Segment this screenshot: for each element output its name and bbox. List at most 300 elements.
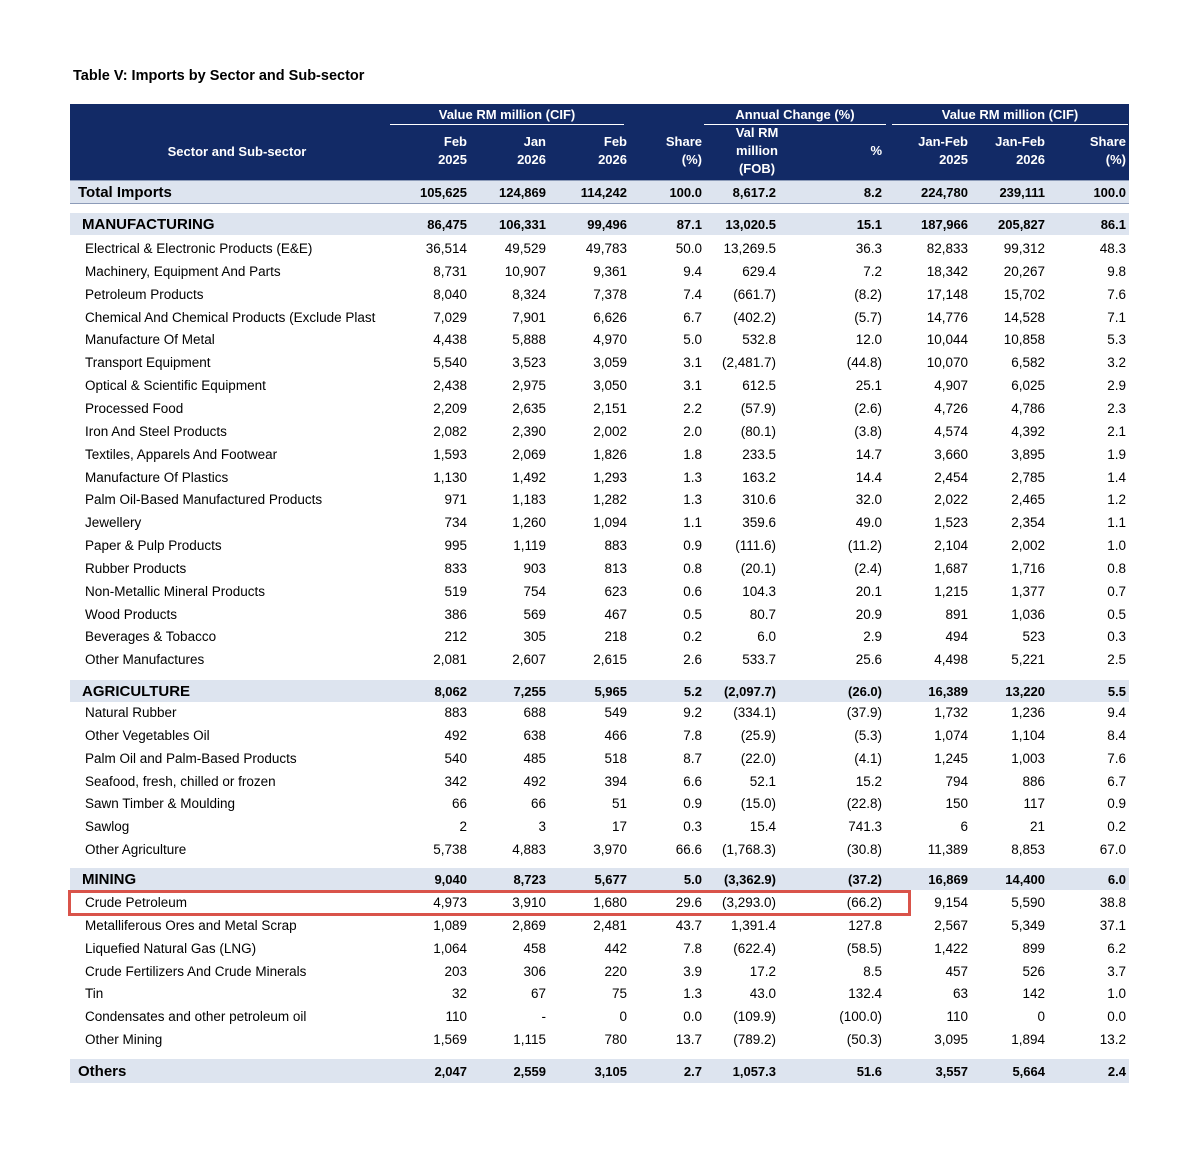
cell-feb-2025: 86,475	[427, 217, 467, 232]
cell-share-ytd: 3.2	[1107, 355, 1126, 370]
cell-pct: (37.2)	[848, 872, 882, 887]
cell-jan-2026: 2,607	[512, 652, 546, 667]
cell-feb-2025: 203	[444, 964, 467, 979]
others-row	[70, 1060, 1129, 1083]
cell-val-rm-million-fob: 310.6	[742, 492, 776, 507]
cell-share-ytd: 1.0	[1107, 986, 1126, 1001]
total-imports-row	[70, 181, 1129, 204]
cell-val-rm-million-fob: 629.4	[742, 264, 776, 279]
cell-val-rm-million-fob: (80.1)	[740, 424, 776, 439]
cell-jan-2026: 106,331	[499, 217, 546, 232]
cell-val-rm-million-fob: (22.0)	[740, 751, 776, 766]
cell-feb-2026: 3,105	[594, 1064, 627, 1079]
cell-jan-feb-2026: 5,664	[1012, 1064, 1045, 1079]
cell-jan-2026: 49,529	[504, 241, 546, 256]
cell-val-rm-million-fob: 1,391.4	[730, 918, 776, 933]
cell-jan-feb-2026: 886	[1022, 774, 1045, 789]
table-row	[70, 747, 1129, 770]
cell-pct: (100.0)	[839, 1009, 882, 1024]
cell-feb-2025: 5,540	[433, 355, 467, 370]
cell-jan-feb-2025: 9,154	[934, 895, 968, 910]
cell-val-rm-million-fob: (15.0)	[740, 796, 776, 811]
cell-share: 2.7	[683, 1064, 702, 1079]
cell-share: 1.3	[683, 986, 702, 1001]
cell-jan-2026: 569	[523, 607, 546, 622]
cell-jan-feb-2026: 1,716	[1011, 561, 1045, 576]
cell-share-ytd: 0.3	[1107, 629, 1126, 644]
cell-share: 13.7	[675, 1032, 702, 1047]
cell-jan-2026: 8,723	[513, 872, 546, 887]
cell-share: 0.6	[683, 584, 702, 599]
cell-feb-2025: 9,040	[434, 872, 467, 887]
cell-share-ytd: 8.4	[1107, 728, 1126, 743]
cell-share: 8.7	[683, 751, 702, 766]
cell-val-rm-million-fob: (334.1)	[733, 705, 776, 720]
cell-val-rm-million-fob: 532.8	[742, 332, 776, 347]
cell-feb-2025: 519	[444, 584, 467, 599]
cell-pct: 25.6	[855, 652, 882, 667]
cell-feb-2026: 17	[611, 819, 627, 834]
header-col-share: Share (%)	[665, 134, 702, 167]
cell-jan-feb-2025: 3,557	[935, 1064, 968, 1079]
header-col-feb-2026: Feb 2026	[598, 134, 627, 167]
cell-share: 29.6	[675, 895, 702, 910]
cell-jan-feb-2026: 1,003	[1011, 751, 1045, 766]
cell-feb-2026: 75	[611, 986, 627, 1001]
cell-feb-2026: 218	[604, 629, 627, 644]
cell-feb-2026: 2,151	[593, 401, 627, 416]
cell-feb-2026: 2,481	[593, 918, 627, 933]
cell-val-rm-million-fob: (661.7)	[733, 287, 776, 302]
header-group-annual-change: Annual Change (%)	[704, 106, 886, 125]
cell-share-ytd: 6.7	[1107, 774, 1126, 789]
cell-jan-feb-2025: 1,523	[934, 515, 968, 530]
table-row	[70, 534, 1129, 557]
cell-jan-feb-2025: 82,833	[926, 241, 968, 256]
cell-feb-2025: 8,040	[433, 287, 467, 302]
table-row	[70, 937, 1129, 960]
cell-jan-2026: -	[541, 1009, 546, 1024]
cell-pct: (37.9)	[846, 705, 882, 720]
cell-jan-feb-2026: 5,349	[1011, 918, 1045, 933]
cell-val-rm-million-fob: (622.4)	[733, 941, 776, 956]
cell-jan-2026: 1,115	[513, 1032, 546, 1047]
cell-share: 5.0	[683, 332, 702, 347]
cell-val-rm-million-fob: 13,020.5	[725, 217, 776, 232]
cell-feb-2026: 442	[604, 941, 627, 956]
table-title: Table V: Imports by Sector and Sub-sector	[73, 68, 365, 84]
cell-pct: 8.2	[863, 185, 882, 200]
cell-feb-2025: 1,593	[433, 447, 467, 462]
table-row	[70, 982, 1129, 1005]
cell-pct: 132.4	[848, 986, 882, 1001]
cell-jan-2026: 1,119	[513, 538, 546, 553]
cell-jan-feb-2026: 5,590	[1011, 895, 1045, 910]
cell-feb-2026: 549	[604, 705, 627, 720]
cell-jan-feb-2025: 4,907	[934, 378, 968, 393]
cell-jan-2026: 492	[523, 774, 546, 789]
table-row	[70, 724, 1129, 747]
table-row	[70, 466, 1129, 489]
cell-jan-feb-2025: 3,095	[934, 1032, 968, 1047]
cell-share: 9.4	[683, 264, 702, 279]
row-label: Petroleum Products	[85, 287, 204, 302]
cell-jan-feb-2026: 4,392	[1011, 424, 1045, 439]
cell-jan-feb-2026: 20,267	[1003, 264, 1045, 279]
cell-share-ytd: 2.5	[1107, 652, 1126, 667]
cell-share-ytd: 0.9	[1107, 796, 1126, 811]
row-label: Chemical And Chemical Products (Exclude Plast	[85, 310, 376, 325]
cell-val-rm-million-fob: 533.7	[742, 652, 776, 667]
cell-jan-feb-2025: 16,389	[928, 684, 968, 699]
cell-pct: 741.3	[848, 819, 882, 834]
cell-feb-2025: 5,738	[433, 842, 467, 857]
table-row	[70, 960, 1129, 983]
cell-pct: 15.2	[855, 774, 882, 789]
cell-pct: 127.8	[848, 918, 882, 933]
table-row	[70, 511, 1129, 534]
table-row	[70, 603, 1129, 626]
table-row	[70, 488, 1129, 511]
cell-pct: 36.3	[855, 241, 882, 256]
header-group-value-ytd: Value RM million (CIF)	[892, 106, 1128, 125]
cell-feb-2025: 105,625	[420, 185, 467, 200]
cell-jan-feb-2026: 1,036	[1011, 607, 1045, 622]
cell-pct: 2.9	[863, 629, 882, 644]
cell-pct: (2.6)	[854, 401, 882, 416]
cell-jan-feb-2026: 8,853	[1011, 842, 1045, 857]
cell-jan-feb-2026: 239,111	[999, 185, 1045, 200]
cell-jan-feb-2025: 16,869	[928, 872, 968, 887]
cell-val-rm-million-fob: 80.7	[749, 607, 776, 622]
cell-share: 100.0	[669, 185, 702, 200]
cell-share-ytd: 6.0	[1107, 872, 1126, 887]
cell-val-rm-million-fob: 52.1	[749, 774, 776, 789]
cell-feb-2025: 1,064	[433, 941, 467, 956]
cell-share: 3.1	[683, 355, 702, 370]
cell-feb-2025: 4,973	[433, 895, 467, 910]
cell-jan-feb-2025: 4,726	[934, 401, 968, 416]
cell-feb-2025: 212	[444, 629, 467, 644]
cell-share-ytd: 1.0	[1107, 538, 1126, 553]
cell-feb-2026: 3,059	[593, 355, 627, 370]
header-group-value-monthly: Value RM million (CIF)	[390, 106, 624, 125]
cell-feb-2025: 1,089	[433, 918, 467, 933]
table-row	[70, 283, 1129, 306]
cell-val-rm-million-fob: 233.5	[742, 447, 776, 462]
row-label: Wood Products	[85, 607, 178, 622]
cell-pct: (2.4)	[854, 561, 882, 576]
cell-jan-feb-2026: 21	[1029, 819, 1045, 834]
cell-pct: (4.1)	[854, 751, 882, 766]
cell-pct: (44.8)	[846, 355, 882, 370]
row-label: Manufacture Of Plastics	[85, 470, 229, 485]
cell-jan-feb-2026: 14,528	[1003, 310, 1045, 325]
cell-share-ytd: 0.5	[1107, 607, 1126, 622]
cell-feb-2026: 6,626	[593, 310, 627, 325]
cell-share-ytd: 48.3	[1099, 241, 1126, 256]
cell-share: 7.4	[683, 287, 702, 302]
highlight-box-crude-petroleum	[68, 890, 911, 916]
cell-share-ytd: 7.6	[1107, 287, 1126, 302]
cell-jan-feb-2026: 6,025	[1011, 378, 1045, 393]
cell-val-rm-million-fob: (1,768.3)	[721, 842, 776, 857]
cell-val-rm-million-fob: (25.9)	[740, 728, 776, 743]
cell-jan-2026: 458	[523, 941, 546, 956]
cell-jan-feb-2025: 3,660	[934, 447, 968, 462]
cell-jan-feb-2026: 2,785	[1011, 470, 1045, 485]
header-sector-and-sub-sector: Sector and Sub-sector	[167, 144, 307, 159]
cell-jan-feb-2025: 1,245	[934, 751, 968, 766]
cell-jan-feb-2025: 891	[945, 607, 968, 622]
cell-share: 5.2	[683, 684, 702, 699]
cell-feb-2026: 466	[604, 728, 627, 743]
cell-feb-2026: 114,242	[580, 185, 627, 200]
cell-share-ytd: 0.0	[1107, 1009, 1126, 1024]
cell-val-rm-million-fob: (3,362.9)	[723, 872, 776, 887]
cell-val-rm-million-fob: 359.6	[742, 515, 776, 530]
cell-jan-feb-2026: 6,582	[1011, 355, 1045, 370]
cell-feb-2026: 3,970	[593, 842, 627, 857]
cell-jan-feb-2025: 6	[960, 819, 968, 834]
cell-jan-feb-2025: 18,342	[926, 264, 968, 279]
cell-share-ytd: 1.2	[1107, 492, 1126, 507]
cell-share-ytd: 1.9	[1107, 447, 1126, 462]
cell-feb-2025: 8,062	[434, 684, 467, 699]
cell-feb-2025: 8,731	[433, 264, 467, 279]
cell-share-ytd: 38.8	[1099, 895, 1126, 910]
cell-jan-feb-2026: 4,786	[1011, 401, 1045, 416]
cell-val-rm-million-fob: (57.9)	[740, 401, 776, 416]
table-row	[70, 351, 1129, 374]
cell-jan-2026: 4,883	[512, 842, 546, 857]
table-row	[70, 1005, 1129, 1028]
cell-jan-2026: 2,635	[512, 401, 546, 416]
cell-pct: (26.0)	[848, 684, 882, 699]
cell-feb-2026: 883	[604, 538, 627, 553]
table-row	[70, 580, 1129, 603]
cell-pct: (5.7)	[854, 310, 882, 325]
row-label: Natural Rubber	[85, 705, 177, 720]
cell-val-rm-million-fob: 6.0	[757, 629, 776, 644]
row-label: Jewellery	[85, 515, 142, 530]
cell-jan-feb-2026: 10,858	[1003, 332, 1045, 347]
cell-jan-feb-2026: 117	[1023, 796, 1045, 811]
cell-val-rm-million-fob: 43.0	[749, 986, 776, 1001]
cell-share-ytd: 0.7	[1107, 584, 1126, 599]
cell-pct: 14.4	[855, 470, 882, 485]
cell-pct: (30.8)	[846, 842, 882, 857]
cell-pct: 32.0	[855, 492, 882, 507]
cell-feb-2025: 971	[444, 492, 467, 507]
row-label: Electrical & Electronic Products (E&E)	[85, 241, 313, 256]
cell-jan-feb-2025: 1,422	[934, 941, 968, 956]
cell-share-ytd: 2.3	[1107, 401, 1126, 416]
row-label: Palm Oil-Based Manufactured Products	[85, 492, 323, 507]
cell-jan-feb-2026: 205,827	[998, 217, 1045, 232]
cell-feb-2026: 394	[604, 774, 627, 789]
cell-share-ytd: 37.1	[1099, 918, 1126, 933]
cell-jan-feb-2026: 899	[1022, 941, 1045, 956]
cell-pct: (58.5)	[846, 941, 882, 956]
cell-jan-feb-2025: 1,215	[934, 584, 968, 599]
cell-feb-2026: 3,050	[593, 378, 627, 393]
cell-jan-feb-2025: 10,070	[926, 355, 968, 370]
cell-share-ytd: 9.4	[1107, 705, 1126, 720]
cell-share: 0.9	[683, 796, 702, 811]
cell-share: 66.6	[675, 842, 702, 857]
cell-jan-2026: 7,255	[513, 684, 546, 699]
cell-pct: 20.9	[855, 607, 882, 622]
table-row	[70, 701, 1129, 724]
row-label: Optical & Scientific Equipment	[85, 378, 266, 393]
cell-jan-feb-2025: 2,567	[934, 918, 968, 933]
cell-jan-2026: 2,559	[513, 1064, 546, 1079]
cell-feb-2026: 9,361	[593, 264, 627, 279]
cell-jan-feb-2026: 99,312	[1003, 241, 1045, 256]
cell-val-rm-million-fob: 163.2	[742, 470, 776, 485]
row-label: Other Mining	[85, 1032, 163, 1047]
cell-feb-2025: 1,569	[433, 1032, 467, 1047]
cell-jan-feb-2026: 2,002	[1011, 538, 1045, 553]
cell-jan-feb-2025: 457	[945, 964, 968, 979]
cell-pct: 49.0	[855, 515, 882, 530]
cell-jan-2026: 66	[530, 796, 546, 811]
cell-val-rm-million-fob: (402.2)	[733, 310, 776, 325]
section-row-mining	[70, 868, 1129, 891]
cell-feb-2026: 518	[604, 751, 627, 766]
cell-feb-2026: 1,826	[593, 447, 627, 462]
cell-share-ytd: 0.8	[1107, 561, 1126, 576]
cell-feb-2025: 4,438	[433, 332, 467, 347]
table-row	[70, 914, 1129, 937]
row-label: Other Manufactures	[85, 652, 205, 667]
header-col-jan-feb-2026: Jan-Feb 2026	[995, 134, 1045, 167]
cell-jan-feb-2025: 794	[945, 774, 968, 789]
cell-jan-feb-2026: 1,236	[1011, 705, 1045, 720]
cell-jan-feb-2025: 1,687	[934, 561, 968, 576]
cell-feb-2025: 32	[451, 986, 467, 1001]
cell-val-rm-million-fob: (20.1)	[740, 561, 776, 576]
row-label: Other Vegetables Oil	[85, 728, 210, 743]
table-row	[70, 306, 1129, 329]
cell-jan-2026: 485	[523, 751, 546, 766]
cell-jan-feb-2025: 1,074	[934, 728, 968, 743]
cell-pct: 8.5	[863, 964, 882, 979]
table-row	[70, 237, 1129, 260]
row-label: Non-Metallic Mineral Products	[85, 584, 266, 599]
cell-feb-2026: 1,282	[593, 492, 627, 507]
row-label: Rubber Products	[85, 561, 187, 576]
cell-pct: 15.1	[856, 217, 882, 232]
table-row	[70, 770, 1129, 793]
cell-share-ytd: 67.0	[1099, 842, 1126, 857]
cell-jan-feb-2026: 142	[1022, 986, 1045, 1001]
cell-jan-2026: 1,183	[512, 492, 546, 507]
cell-val-rm-million-fob: (3,293.0)	[721, 895, 776, 910]
table-row	[70, 443, 1129, 466]
cell-feb-2026: 5,677	[594, 872, 627, 887]
cell-share: 3.9	[683, 964, 702, 979]
cell-share: 6.7	[683, 310, 702, 325]
section-row-agriculture	[70, 680, 1129, 703]
row-label: Paper & Pulp Products	[85, 538, 222, 553]
table-row	[70, 420, 1129, 443]
cell-feb-2025: 2	[459, 819, 467, 834]
cell-share-ytd: 3.7	[1107, 964, 1126, 979]
cell-share: 9.2	[683, 705, 702, 720]
row-label: Others	[78, 1063, 127, 1080]
cell-pct: 20.1	[855, 584, 882, 599]
cell-share-ytd: 2.4	[1107, 1064, 1126, 1079]
cell-feb-2026: 1,293	[593, 470, 627, 485]
header-col-pct: %	[870, 143, 882, 158]
cell-feb-2026: 2,615	[593, 652, 627, 667]
row-label: Metalliferous Ores and Metal Scrap	[85, 918, 297, 933]
cell-feb-2026: 467	[604, 607, 627, 622]
cell-pct: (11.2)	[847, 538, 882, 553]
cell-feb-2026: 2,002	[593, 424, 627, 439]
cell-feb-2026: 5,965	[594, 684, 627, 699]
cell-feb-2026: 99,496	[587, 217, 627, 232]
cell-jan-feb-2026: 5,221	[1011, 652, 1045, 667]
table-row	[70, 648, 1129, 671]
cell-jan-2026: 2,975	[512, 378, 546, 393]
cell-jan-feb-2026: 1,894	[1011, 1032, 1045, 1047]
cell-jan-feb-2025: 187,966	[921, 217, 968, 232]
table-row	[70, 374, 1129, 397]
cell-feb-2025: 833	[444, 561, 467, 576]
row-label: MINING	[82, 871, 137, 888]
cell-feb-2025: 2,047	[434, 1064, 467, 1079]
header-col-jan-feb-2025: Jan-Feb 2025	[918, 134, 968, 167]
cell-jan-2026: 2,869	[512, 918, 546, 933]
table-row	[70, 1028, 1129, 1051]
section-row-manufacturing	[70, 213, 1129, 236]
cell-feb-2026: 1,094	[593, 515, 627, 530]
cell-share-ytd: 13.2	[1099, 1032, 1126, 1047]
cell-feb-2025: 386	[444, 607, 467, 622]
cell-val-rm-million-fob: (109.9)	[733, 1009, 776, 1024]
row-label: Sawlog	[85, 819, 130, 834]
cell-share-ytd: 7.1	[1107, 310, 1126, 325]
table-row	[70, 328, 1129, 351]
cell-share: 2.0	[683, 424, 702, 439]
cell-jan-feb-2025: 150	[945, 796, 968, 811]
cell-jan-2026: 2,069	[512, 447, 546, 462]
cell-share-ytd: 2.9	[1107, 378, 1126, 393]
cell-jan-feb-2025: 494	[945, 629, 968, 644]
cell-feb-2025: 2,082	[433, 424, 467, 439]
cell-pct: 12.0	[855, 332, 882, 347]
cell-jan-feb-2026: 3,895	[1011, 447, 1045, 462]
cell-share-ytd: 7.6	[1107, 751, 1126, 766]
cell-feb-2025: 110	[445, 1009, 467, 1024]
table-row	[70, 557, 1129, 580]
cell-jan-2026: 8,324	[512, 287, 546, 302]
cell-jan-feb-2025: 224,780	[921, 185, 968, 200]
cell-feb-2025: 995	[444, 538, 467, 553]
cell-val-rm-million-fob: (789.2)	[733, 1032, 776, 1047]
cell-share-ytd: 0.2	[1107, 819, 1126, 834]
cell-val-rm-million-fob: 17.2	[749, 964, 776, 979]
cell-feb-2025: 2,209	[433, 401, 467, 416]
cell-jan-feb-2026: 0	[1037, 1009, 1045, 1024]
table-row	[70, 260, 1129, 283]
cell-feb-2025: 734	[444, 515, 467, 530]
header-col-val-rm-million-fob: Val RM million (FOB)	[735, 125, 779, 176]
cell-pct: 7.2	[863, 264, 882, 279]
